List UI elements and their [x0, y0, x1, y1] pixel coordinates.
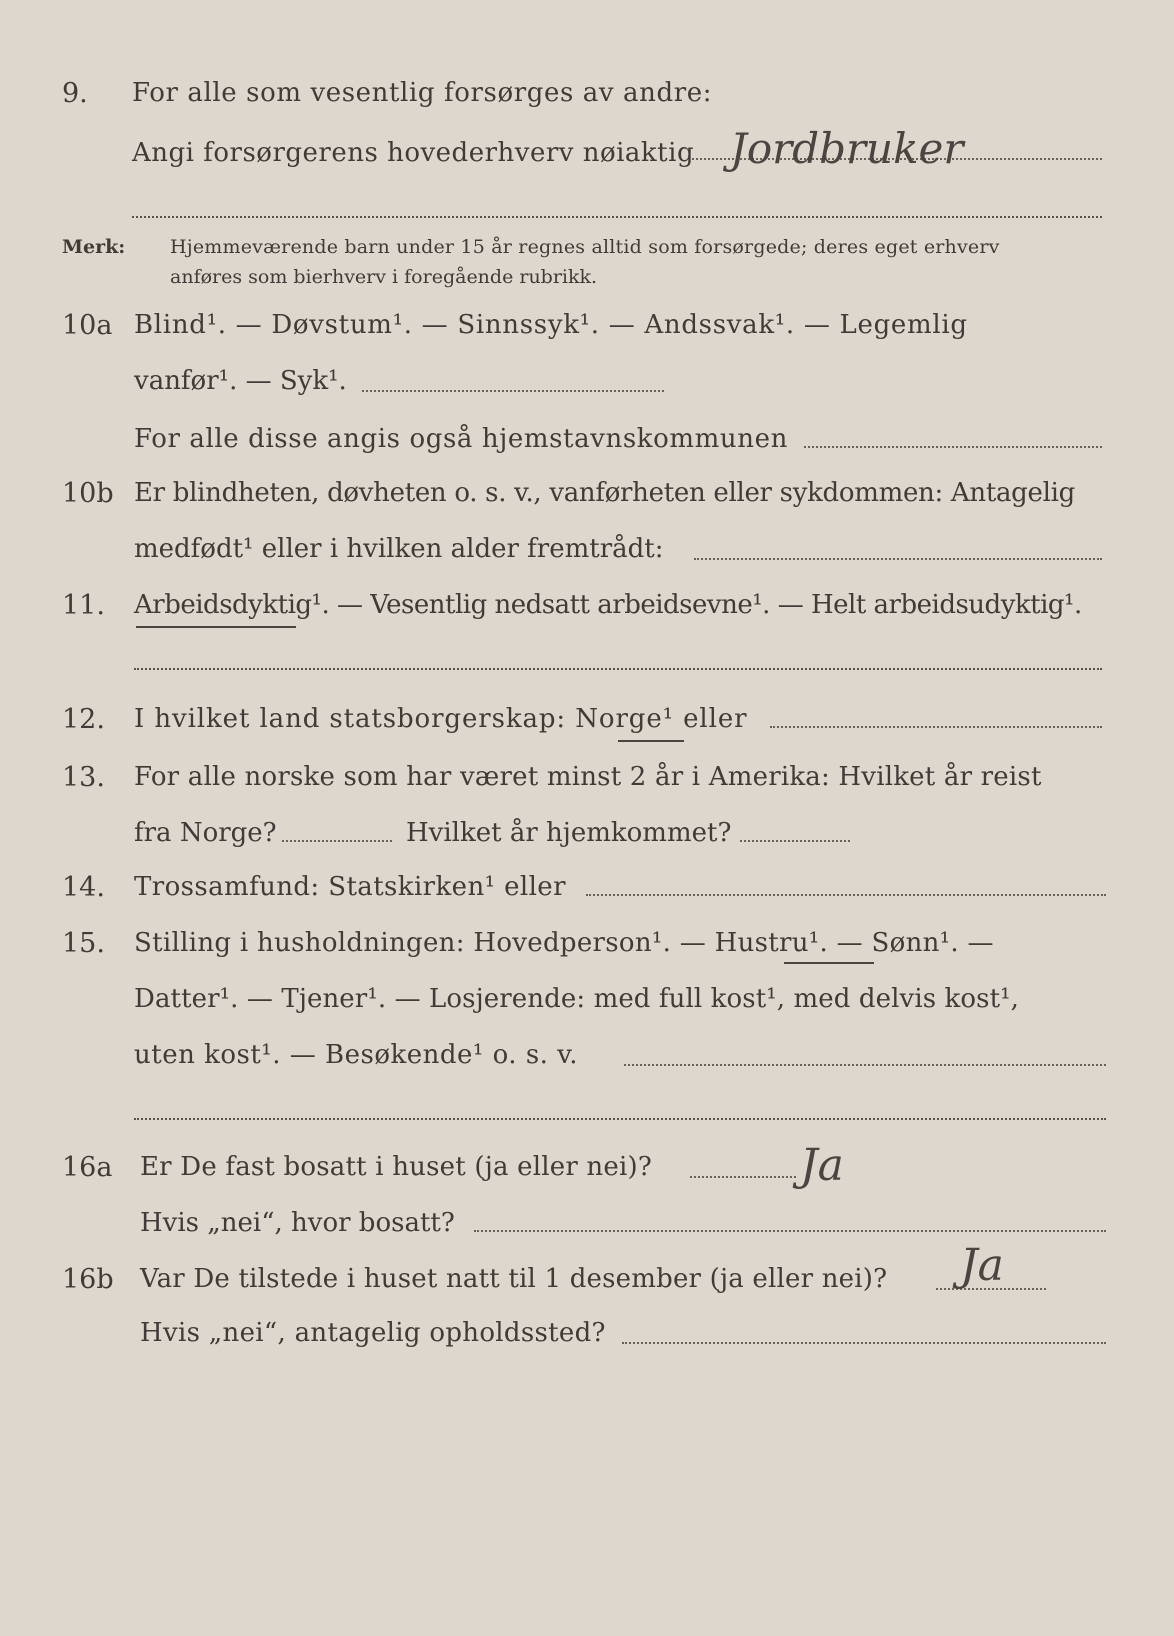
q10b-answer-line: [694, 558, 1102, 560]
merk-line1: Hjemmeværende barn under 15 år regnes alltid som forsørgede; deres eget erhverv: [170, 236, 1000, 258]
q11-underline-mark: [136, 626, 296, 628]
q12-answer-line: [770, 726, 1102, 728]
q9-answer-handwriting: Jordbruker: [730, 124, 964, 173]
q10b-line2: medfødt¹ eller i hvilken alder fremtrådt:: [134, 534, 664, 564]
q15-line1: Stilling i husholdningen: Hovedperson¹. — Hustru¹. — Sønn¹. —: [134, 928, 994, 958]
q16a-answer-handwriting: Ja: [800, 1140, 844, 1191]
q12-underline-mark: [618, 740, 684, 742]
q10a-number: 10a: [62, 310, 113, 341]
q10a-line3: For alle disse angis også hjemstavnskommunen: [134, 424, 788, 454]
q16a-line1: Er De fast bosatt i huset (ja eller nei)?: [140, 1152, 652, 1182]
merk-label: Merk:: [62, 236, 126, 258]
q13-line1: For alle norske som har været minst 2 år i Amerika: Hvilket år reist: [134, 762, 1042, 792]
q9-line1: For alle som vesentlig forsørges av andre:: [132, 78, 713, 108]
divider: [134, 1118, 1106, 1120]
q9-number: 9.: [62, 78, 88, 109]
q13-line2a: fra Norge?: [134, 818, 277, 848]
q16b-line1: Var De tilstede i huset natt til 1 desember (ja eller nei)?: [140, 1264, 888, 1294]
q16a-bosatt-line: [474, 1230, 1106, 1232]
divider: [132, 216, 1102, 218]
q12-number: 12.: [62, 704, 105, 735]
q14-number: 14.: [62, 872, 105, 903]
q16a-answer-line: [690, 1176, 796, 1178]
q15-number: 15.: [62, 928, 105, 959]
q16a-line2: Hvis „nei“, hvor bosatt?: [140, 1208, 455, 1238]
q15-line2: Datter¹. — Tjener¹. — Losjerende: med full kost¹, med delvis kost¹,: [134, 984, 1020, 1014]
q16b-opholdssted-line: [622, 1342, 1106, 1344]
q15-answer-line: [624, 1064, 1106, 1066]
q9-line2: Angi forsørgerens hovederhverv nøiaktig: [132, 138, 695, 168]
q11-answer-line: [134, 668, 1102, 670]
q13-hjemkommet-line: [740, 840, 850, 842]
q13-reist-line: [282, 840, 392, 842]
merk-line2: anføres som bierhverv i foregående rubrikk.: [170, 266, 598, 288]
q11-line1: Arbeidsdyktig¹. — Vesentlig nedsatt arbeidsevne¹. — Helt arbeidsudyktig¹.: [134, 590, 1082, 620]
q10a-hjemstavn-line: [804, 446, 1102, 448]
q10a-line2: vanfør¹. — Syk¹.: [134, 366, 347, 396]
q10a-answer-line: [362, 390, 664, 392]
q16b-answer-handwriting: Ja: [960, 1240, 1004, 1291]
q13-number: 13.: [62, 762, 105, 793]
q14-answer-line: [586, 894, 1106, 896]
q15-underline-mark: [784, 962, 874, 964]
q12-line1: I hvilket land statsborgerskap: Norge¹ eller: [134, 704, 748, 734]
q16b-number: 16b: [62, 1264, 114, 1295]
q11-number: 11.: [62, 590, 105, 621]
q14-line1: Trossamfund: Statskirken¹ eller: [134, 872, 566, 902]
q16a-number: 16a: [62, 1152, 113, 1183]
q10b-line1: Er blindheten, døvheten o. s. v., vanførheten eller sykdommen: Antagelig: [134, 478, 1075, 508]
q10a-line1: Blind¹. — Døvstum¹. — Sinnssyk¹. — Andssvak¹. — Legemlig: [134, 310, 968, 340]
q13-line2b: Hvilket år hjemkommet?: [406, 818, 732, 848]
q10b-number: 10b: [62, 478, 114, 509]
q15-line3: uten kost¹. — Besøkende¹ o. s. v.: [134, 1040, 579, 1070]
q16b-line2: Hvis „nei“, antagelig opholdssted?: [140, 1318, 606, 1348]
